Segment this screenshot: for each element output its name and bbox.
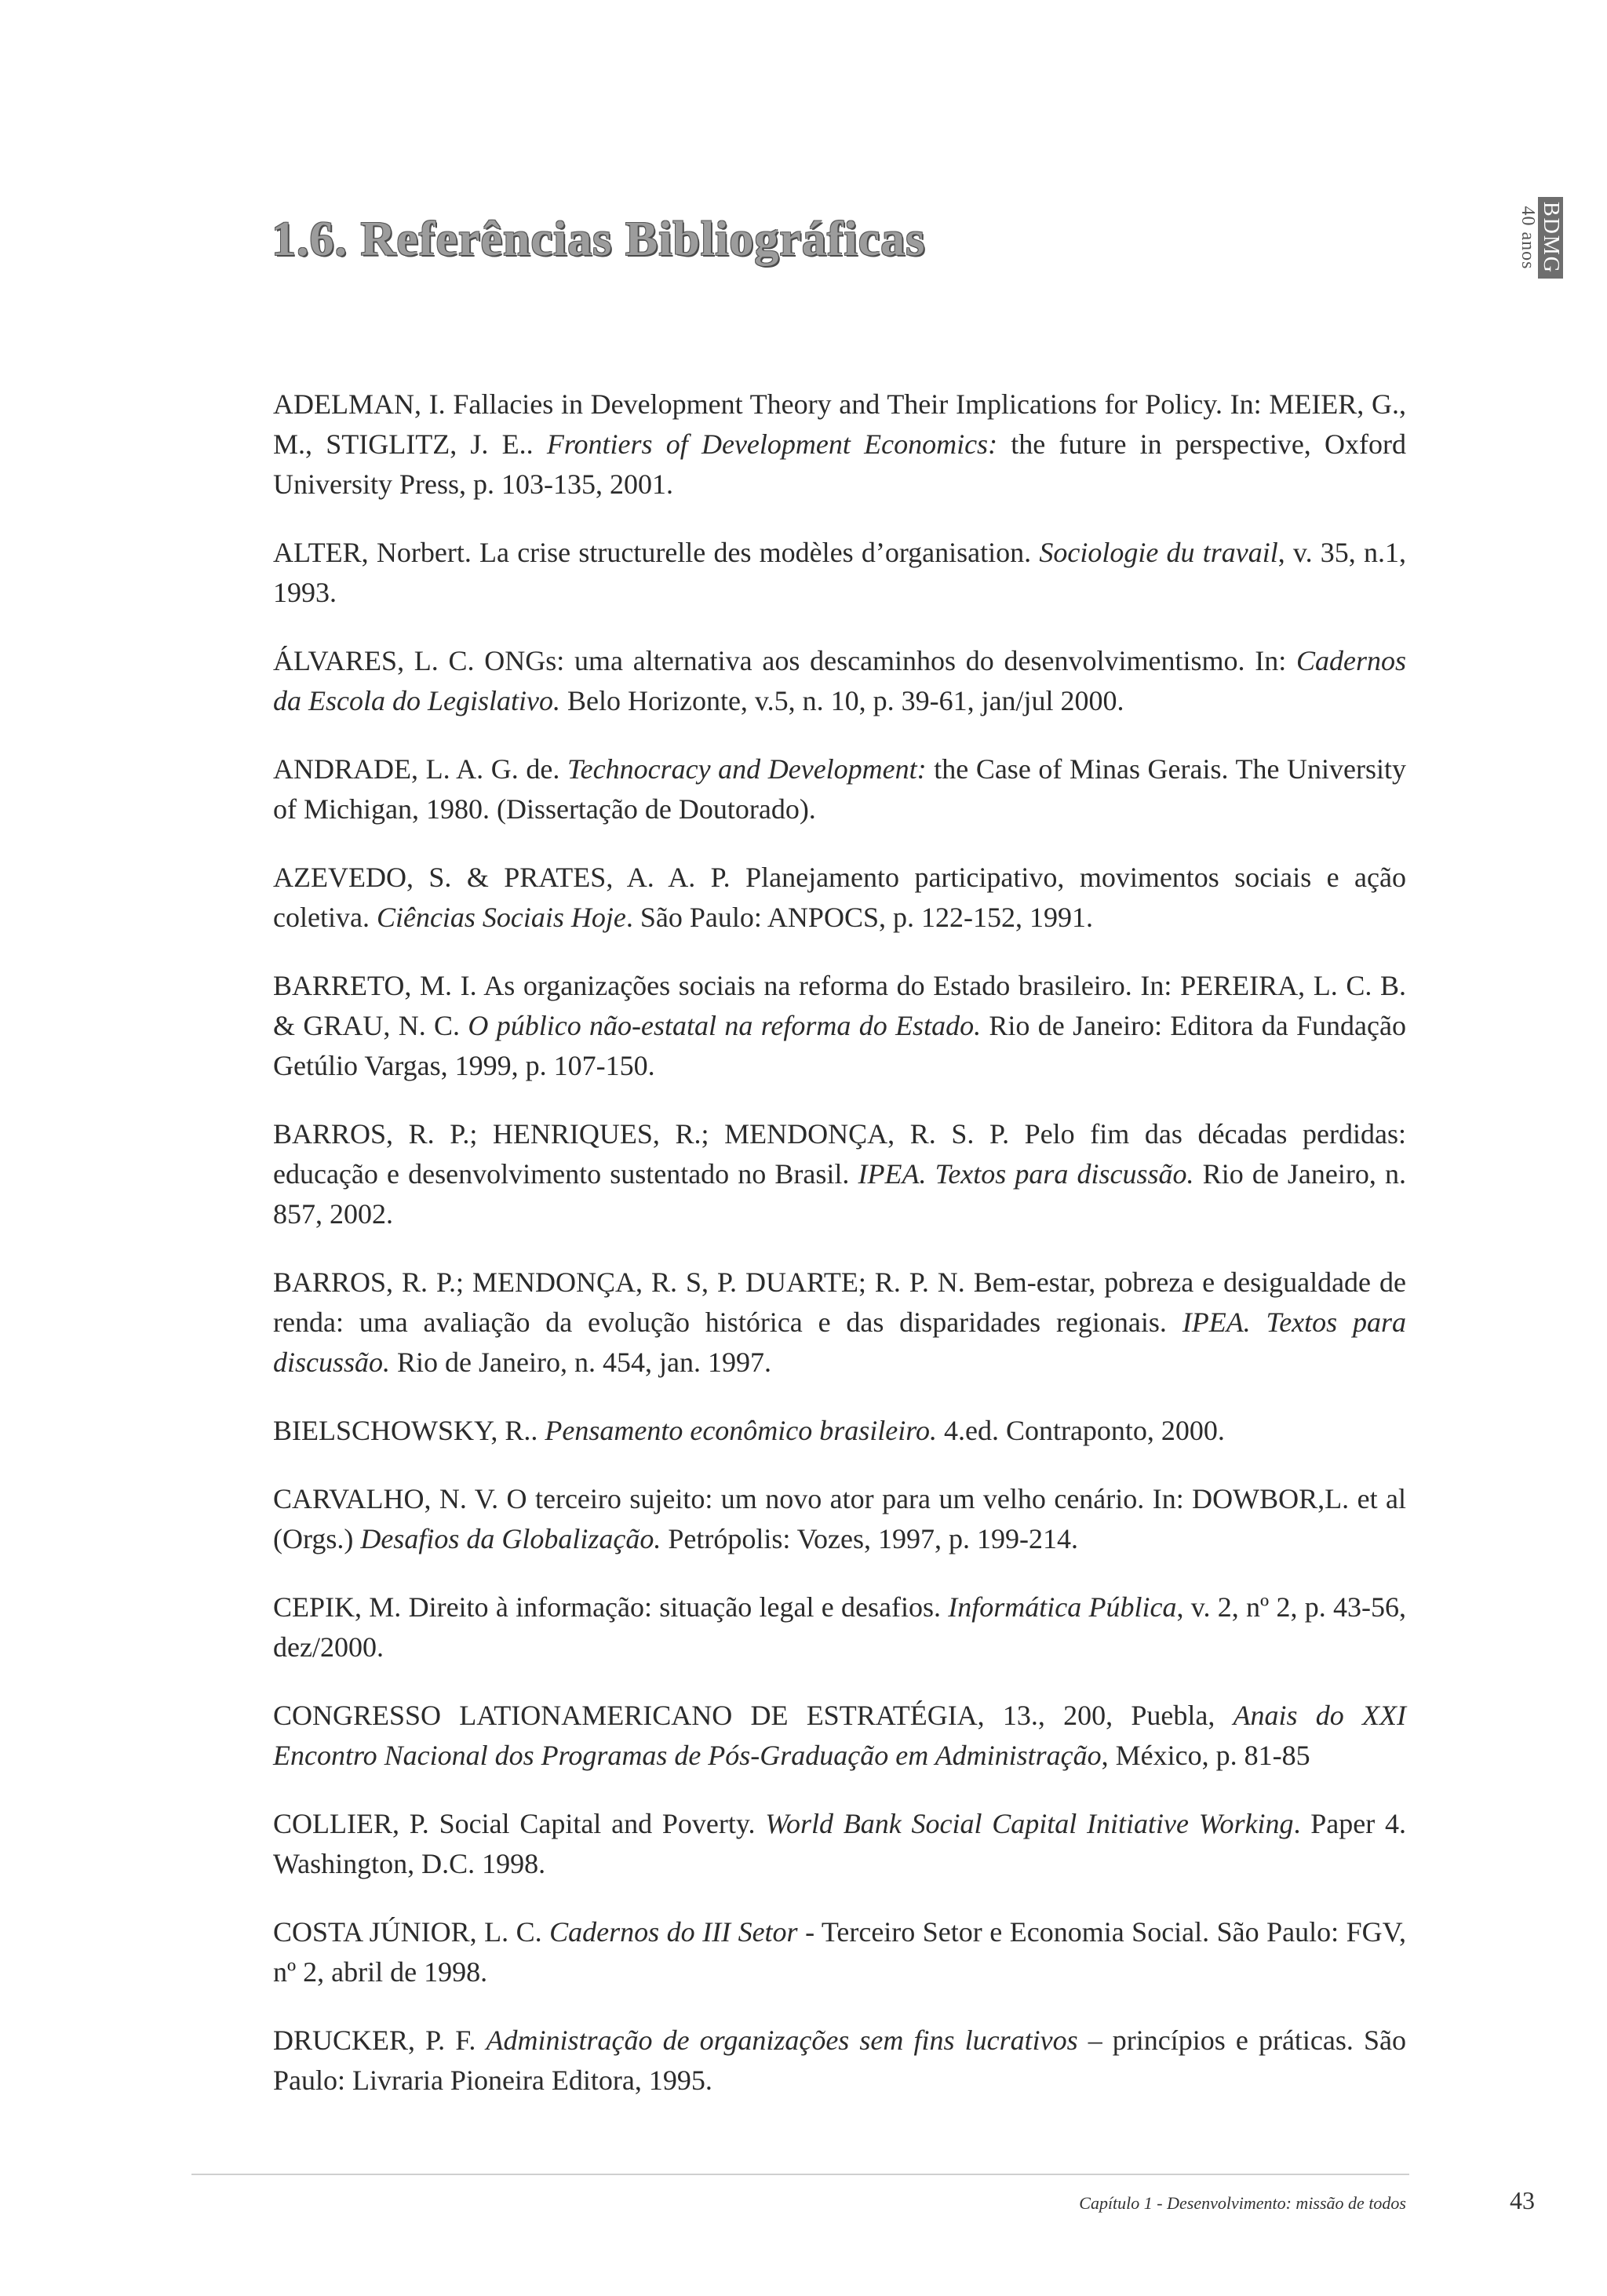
reference-entry [273, 1696, 1406, 1776]
reference-text: ANDRADE, L. A. G. de. [273, 753, 567, 785]
reference-text: 4.ed. Contraponto, 2000. [936, 1415, 1225, 1446]
reference-entry [273, 1114, 1406, 1234]
reference-text: BIELSCHOWSKY, R.. [273, 1415, 545, 1446]
reference-list [273, 384, 1406, 2129]
reference-entry [273, 1411, 1406, 1451]
reference-entry [273, 533, 1406, 613]
reference-text: , v. 2, nº 2, p. 43-56, dez/2000. [273, 1591, 1406, 1663]
reference-text: . Paper 4. Washington, D.C. 1998. [273, 1808, 1406, 1879]
reference-text: , v. 35, n.1, 1993. [273, 537, 1406, 608]
reference-entry [273, 858, 1406, 938]
brand-label: BDMG [1538, 196, 1563, 278]
reference-title: Informática Pública [948, 1591, 1177, 1623]
reference-title: Cadernos da Escola do Legislativo. [273, 645, 1406, 716]
reference-entry [273, 641, 1406, 721]
reference-title: Administração de organizações sem fins lucrativos [486, 2024, 1078, 2056]
reference-entry [273, 384, 1406, 505]
reference-text: . São Paulo: ANPOCS, p. 122-152, 1991. [625, 902, 1093, 933]
page-number: 43 [1510, 2186, 1535, 2214]
reference-text: CONGRESSO LATIONAMERICANO DE ESTRATÉGIA, 13., 200, Puebla, [273, 1700, 1233, 1731]
reference-text: COSTA JÚNIOR, L. C. [273, 1916, 550, 1948]
reference-text: Rio de Janeiro, n. 454, jan. 1997. [390, 1347, 771, 1378]
reference-title: Pensamento econômico brasileiro. [545, 1415, 937, 1446]
reference-title: Sociologie du travail [1039, 537, 1278, 568]
reference-title: World Bank Social Capital Initiative Working [765, 1808, 1294, 1839]
reference-text: – princípios e práticas. São Paulo: Livraria Pioneira Editora, 1995. [273, 2024, 1407, 2096]
reference-title: Frontiers of Development Economics: [546, 428, 998, 460]
reference-text: Rio de Janeiro, n. 857, 2002. [273, 1158, 1406, 1230]
reference-text: Rio de Janeiro: Editora da Fundação Getúlio Vargas, 1999, p. 107-150. [273, 1010, 1406, 1081]
reference-title: Cadernos do III Setor [549, 1916, 798, 1948]
reference-text: ÁLVARES, L. C. ONGs: uma alternativa aos descaminhos do desenvolvimentismo. In: [273, 645, 1296, 676]
reference-entry [273, 1912, 1406, 1992]
page-title: 1.6. Referências Bibliográficas [271, 213, 926, 266]
reference-text: BARROS, R. P.; MENDONÇA, R. S, P. DUARTE; R. P. N. Bem-estar, pobreza e desigualdade de renda: uma avaliação da evolução histórica e das disparidades regionais. [273, 1266, 1406, 1338]
reference-text: ADELMAN, I. Fallacies in Development Theory and Their Implications for Policy. In: MEIER, G., M., STIGLITZ, J. E.. [273, 388, 1406, 460]
reference-entry [273, 966, 1406, 1086]
footer-divider [191, 2174, 1409, 2175]
reference-title: IPEA. Textos para discussão. [273, 1307, 1407, 1378]
reference-entry [273, 1263, 1406, 1383]
reference-title: IPEA. Textos para discussão. [858, 1158, 1194, 1190]
reference-title: Anais do XXI Encontro Nacional dos Programas de Pós-Graduação em Administração [273, 1700, 1406, 1771]
reference-text: , México, p. 81-85 [1101, 1740, 1310, 1771]
reference-title: O público não-estatal na reforma do Estado. [468, 1010, 982, 1041]
reference-entry [273, 1587, 1406, 1667]
reference-text: the future in perspective, Oxford University Press, p. 103-135, 2001. [273, 428, 1406, 500]
reference-entry [273, 749, 1406, 829]
anniversary-label: 40 anos [1518, 205, 1538, 269]
reference-title: Ciências Sociais Hoje [376, 902, 626, 933]
side-tab [1514, 188, 1566, 286]
reference-text: DRUCKER, P. F. [273, 2024, 486, 2056]
reference-title: Desafios da Globalização. [360, 1523, 661, 1554]
reference-entry [273, 1479, 1406, 1559]
reference-entry [273, 2021, 1406, 2101]
reference-text: Belo Horizonte, v.5, n. 10, p. 39-61, jan/jul 2000. [559, 685, 1124, 716]
reference-text: the Case of Minas Gerais. The University of Michigan, 1980. (Dissertação de Doutorado). [273, 753, 1406, 825]
reference-text: Petrópolis: Vozes, 1997, p. 199-214. [661, 1523, 1078, 1554]
reference-text: COLLIER, P. Social Capital and Poverty. [273, 1808, 766, 1839]
reference-text: - Terceiro Setor e Economia Social. São Paulo: FGV, nº 2, abril de 1998. [273, 1916, 1407, 1988]
reference-entry [273, 1804, 1406, 1884]
reference-title: Technocracy and Development: [567, 753, 927, 785]
reference-text: CARVALHO, N. V. O terceiro sujeito: um novo ator para um velho cenário. In: DOWBOR,L. et al (Orgs.) [273, 1483, 1406, 1554]
reference-text: BARROS, R. P.; HENRIQUES, R.; MENDONÇA, R. S. P. Pelo fim das décadas perdidas: educação e desenvolvimento sustentado no Brasil. [273, 1118, 1406, 1190]
reference-text: AZEVEDO, S. & PRATES, A. A. P. Planejamento participativo, movimentos sociais e ação coletiva. [273, 862, 1406, 933]
reference-text: CEPIK, M. Direito à informação: situação legal e desafios. [273, 1591, 949, 1623]
reference-text: BARRETO, M. I. As organizações sociais na reforma do Estado brasileiro. In: PEREIRA, L. C. B. & GRAU, N. C. [273, 970, 1406, 1041]
chapter-footer: Capítulo 1 - Desenvolvimento: missão de todos [1079, 2193, 1406, 2213]
reference-text: ALTER, Norbert. La crise structurelle des modèles d’organisation. [273, 537, 1040, 568]
